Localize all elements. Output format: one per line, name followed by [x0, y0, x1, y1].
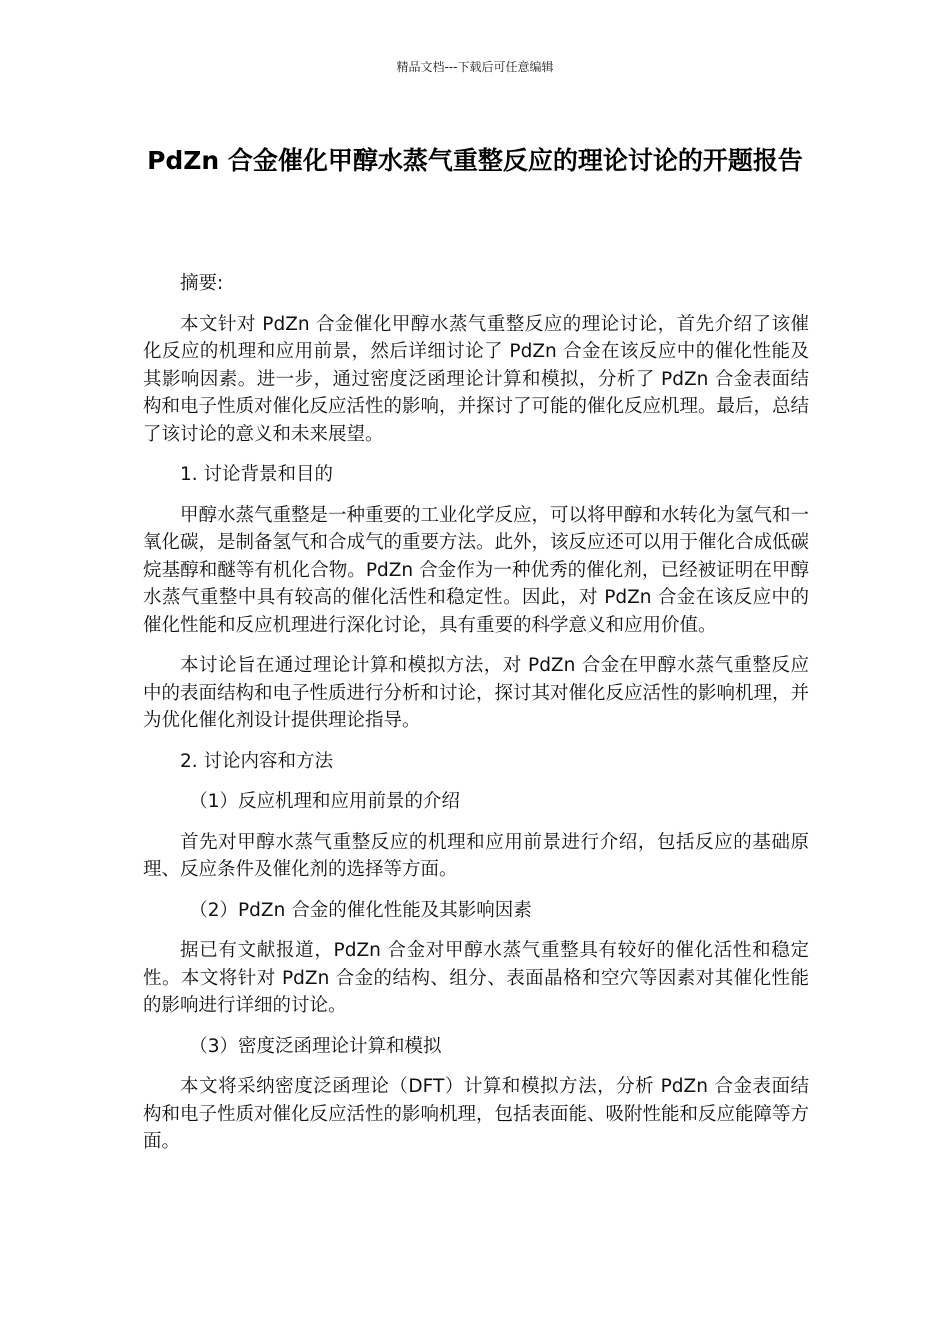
- body-paragraph: 甲醇水蒸气重整是一种重要的工业化学反应，可以将甲醇和水转化为氢气和一氧化碳，是制备氢气和合成气的重要方法。此外，该反应还可以用于催化合成低碳烷基醇和醚等有机化合物。PdZn 合金作为一种优秀的催化剂，已经被证明在甲醇水蒸气重整中具有较高的催化活性和稳定性。因此，对 PdZn 合金在该反应中的催化性能和反应机理进行深化讨论，具有重要的科学意义和应用价值。: [143, 504, 810, 636]
- body-paragraph: 据已有文献报道，PdZn 合金对甲醇水蒸气重整具有较好的催化活性和稳定性。本文将针对 PdZn 合金的结构、组分、表面晶格和空穴等因素对其催化性能的影响进行详细的讨论。: [143, 940, 809, 1016]
- subsection-heading: （1）反应机理和应用前景的介绍: [189, 791, 461, 812]
- section-heading: 1. 讨论背景和目的: [180, 464, 334, 485]
- document-title: PdZn 合金催化甲醇水蒸气重整反应的理论讨论的开题报告: [147, 146, 803, 175]
- body-paragraph: 本文将采纳密度泛函理论（DFT）计算和模拟方法，分析 PdZn 合金表面结构和电子性质对催化反应活性的影响机理，包括表面能、吸附性能和反应能障等方面。: [143, 1076, 810, 1152]
- document-body: [143, 270, 809, 1169]
- page-header: 精品文档---下载后可任意编辑: [396, 60, 554, 74]
- body-paragraph: 本讨论旨在通过理论计算和模拟方法，对 PdZn 合金在甲醇水蒸气重整反应中的表面结构和电子性质进行分析和讨论，探讨其对催化反应活性的影响机理，并为优化催化剂设计提供理论指导。: [143, 655, 810, 731]
- section-heading: 2. 讨论内容和方法: [180, 750, 334, 772]
- body-paragraph: 首先对甲醇水蒸气重整反应的机理和应用前景进行介绍，包括反应的基础原理、反应条件及催化剂的选择等方面。: [143, 831, 809, 880]
- subsection-heading: （3）密度泛函理论计算和模拟: [189, 1035, 442, 1057]
- abstract-paragraph: 本文针对 PdZn 合金催化甲醇水蒸气重整反应的理论讨论，首先介绍了该催化反应的机理和应用前景，然后详细讨论了 PdZn 合金在该反应中的催化性能及其影响因素。进一步，通过密度泛函理论计算和模拟，分析了 PdZn 合金表面结构和电子性质对催化反应活性的影响，并探讨了可能的催化反应机理。最后，总结了该讨论的意义和未来展望。: [143, 313, 810, 445]
- subsection-heading: （2）PdZn 合金的催化性能及其影响因素: [189, 899, 532, 921]
- abstract-label: 摘要:: [180, 273, 224, 294]
